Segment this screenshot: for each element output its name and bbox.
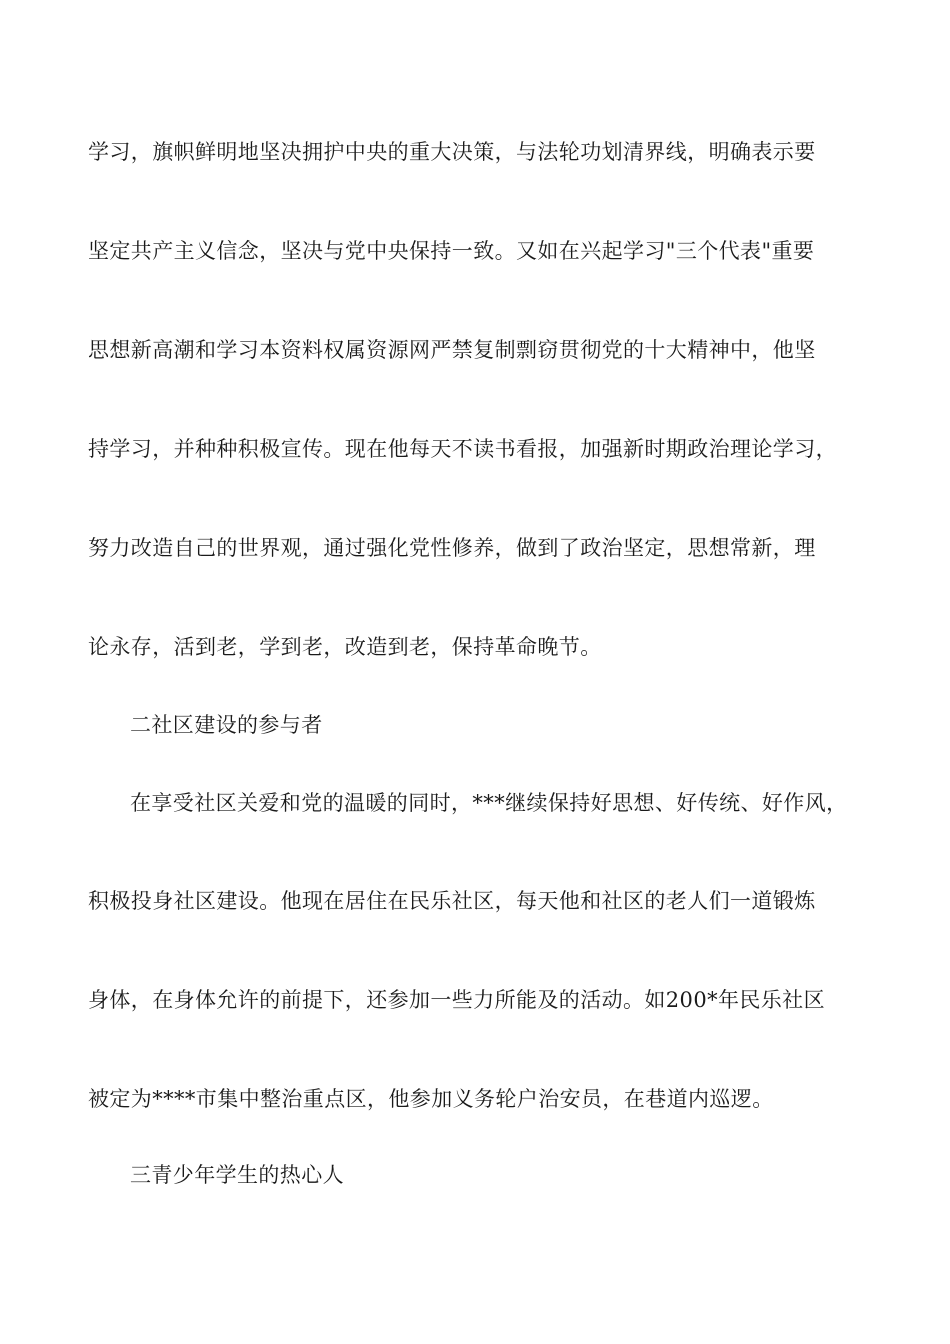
section-heading: 二社区建设的参与者 [130, 713, 323, 737]
body-text-line: 学习，旗帜鲜明地坚决拥护中央的重大决策，与法轮功划清界线，明确表示要 [88, 140, 816, 164]
body-text-line: 努力改造自己的世界观，通过强化党性修养，做到了政治坚定，思想常新，理 [88, 536, 816, 560]
body-text-line: 积极投身社区建设。他现在居住在民乐社区，每天他和社区的老人们一道锻炼 [88, 889, 816, 913]
body-text-line: 身体，在身体允许的前提下，还参加一些力所能及的活动。如200*年民乐社区 [88, 988, 825, 1012]
body-text-line: 被定为****市集中整治重点区，他参加义务轮户治安员，在巷道内巡逻。 [88, 1087, 774, 1111]
body-text-line: 思想新高潮和学习本资料权属资源网严禁复制剽窃贯彻党的十大精神中，他坚 [88, 338, 816, 362]
paragraph-first-line: 在享受社区关爱和党的温暖的同时，***继续保持好思想、好传统、好作风， [130, 791, 848, 815]
body-text-line: 持学习，并种种积极宣传。现在他每天不读书看报，加强新时期政治理论学习， [88, 437, 837, 461]
body-text-line: 论永存，活到老，学到老，改造到老，保持革命晚节。 [88, 635, 602, 659]
section-heading: 三青少年学生的热心人 [130, 1163, 344, 1187]
body-text-line: 坚定共产主义信念，坚决与党中央保持一致。又如在兴起学习"三个代表"重要 [88, 239, 815, 263]
